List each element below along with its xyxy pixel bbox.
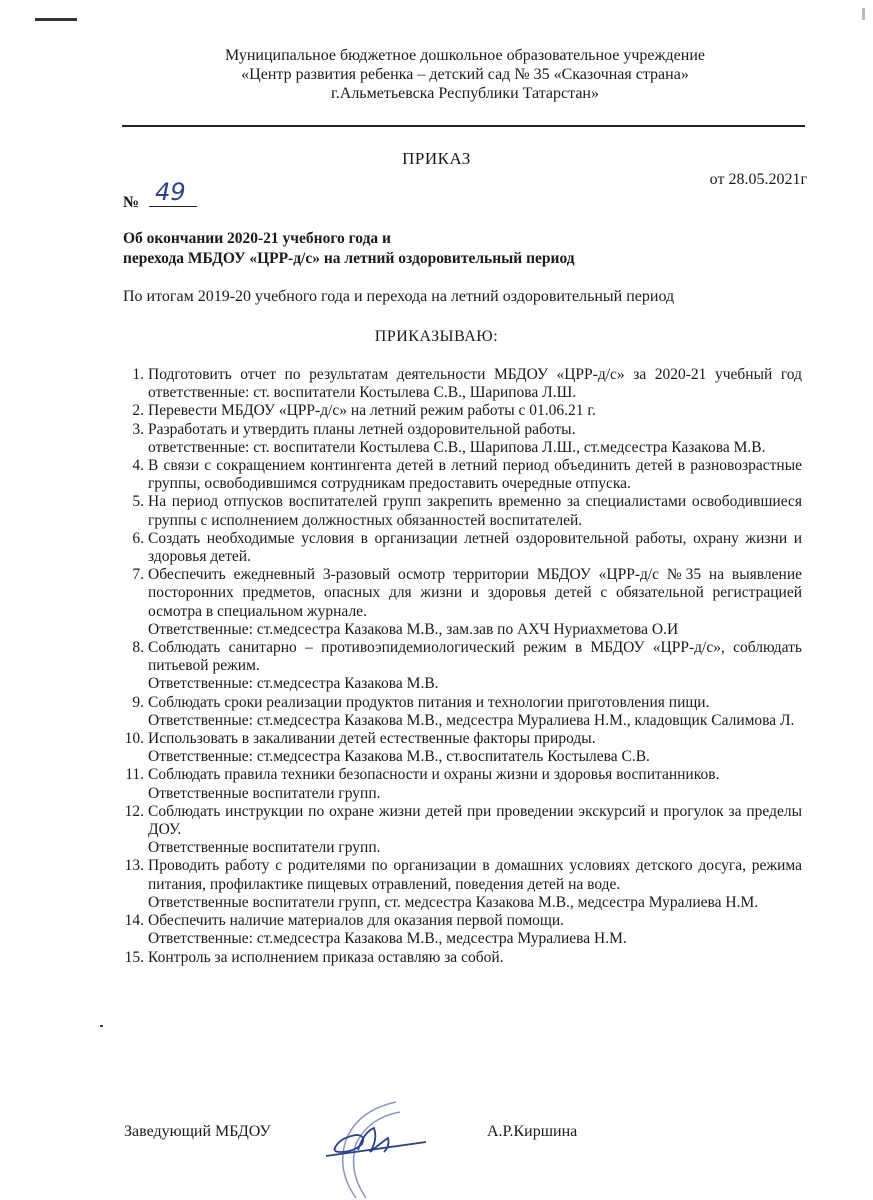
scan-mark — [862, 8, 865, 20]
item-text: Соблюдать сроки реализации продуктов питания и технологии приготовления пищи. — [148, 693, 710, 711]
item-number: 2. — [132, 402, 144, 420]
order-item — [118, 912, 802, 948]
item-number: 11. — [125, 766, 144, 784]
item-number: 6. — [132, 529, 144, 547]
item-responsible: Ответственные: ст.медсестра Казакова М.В. — [148, 675, 439, 693]
order-word: ПРИКАЗЫВАЮ: — [374, 328, 499, 345]
subject-line-2: перехода МБДОУ «ЦРР-д/с» на летний оздоровительный период — [123, 250, 575, 267]
item-responsible: Ответственные воспитатели групп, ст. медсестра Казакова М.В., медсестра Муралиева Н.М. — [148, 893, 759, 911]
ink-dot — [100, 1025, 103, 1027]
order-items-list — [118, 366, 802, 967]
item-text: Соблюдать санитарно – противоэпидемиологический режим в МБДОУ «ЦРР-д/с», соблюдать питьевой режим. — [148, 639, 802, 675]
number-label: № — [123, 194, 140, 211]
handwritten-number: 49 — [155, 178, 186, 206]
item-number: 4. — [132, 457, 144, 475]
item-text: Создать необходимые условия в организации летней оздоровительной работы, охрану жизни и здоровья детей. — [148, 529, 802, 566]
header-divider — [122, 125, 805, 127]
doc-title: ПРИКАЗ — [402, 149, 471, 168]
item-number: 9. — [132, 693, 144, 711]
number-field — [149, 178, 197, 207]
item-number: 3. — [132, 420, 144, 438]
org-header — [130, 46, 800, 103]
item-responsible: Ответственные: ст.медсестра Казакова М.В., медсестра Муралиева Н.М. — [148, 930, 627, 948]
item-responsible: Ответственные: ст.медсестра Казакова М.В., зам.зав по АХЧ Нуриахметова О.И — [148, 620, 679, 638]
item-number: 13. — [124, 857, 144, 875]
item-number: 14. — [124, 912, 144, 930]
org-header-line-2: «Центр развития ребенка – детский сад № 35 «Сказочная страна» — [241, 66, 689, 83]
item-responsible: Ответственные: ст.медсестра Казакова М.В., медсестра Муралиева Н.М., кладовщик Салимова Л. — [148, 711, 795, 729]
scan-mark — [35, 18, 77, 21]
item-text: На период отпусков воспитателей групп закрепить временно за специалистами освободившиеся группы с исполнением должностных обязанностей воспитателей. — [148, 493, 802, 529]
item-text: Использовать в закаливании детей естественные факторы природы. — [148, 730, 596, 748]
signature-stamp-icon — [296, 1080, 446, 1200]
item-text: Обеспечить наличие материалов для оказания первой помощи. — [148, 912, 564, 930]
org-header-line-3: г.Альметьевска Республики Татарстан» — [331, 85, 599, 102]
org-header-line-1: Муниципальное бюджетное дошкольное образовательное учреждение — [225, 47, 705, 64]
doc-date: от 28.05.2021г — [709, 171, 807, 188]
item-text: Соблюдать правила техники безопасности и охраны жизни и здоровья воспитанников. — [148, 766, 720, 784]
item-responsible: Ответственные: ст.медсестра Казакова М.В., ст.воспитатель Костылева С.В. — [148, 748, 650, 766]
item-responsible: Ответственные воспитатели групп. — [148, 839, 381, 857]
order-item — [118, 402, 802, 420]
doc-basis: По итогам 2019-20 учебного года и перехода на летний оздоровительный период — [123, 288, 675, 305]
item-text: Соблюдать инструкции по охране жизни детей при проведении экскурсий и прогулок за пределы ДОУ. — [148, 802, 802, 839]
item-text: Подготовить отчет по результатам деятельности МБДОУ «ЦРР-д/с» за 2020-21 учебный год ответственные: ст. воспитатели Костылева С.В., Шарипова Л.Ш. — [148, 366, 802, 402]
item-text: Проводить работу с родителями по организации в домашних условиях детского досуга, режима питания, профилактике пищевых отравлений, поведения детей на воде. — [148, 857, 802, 893]
order-item — [118, 766, 802, 802]
item-text: Перевести МБДОУ «ЦРР-д/с» на летний режим работы с 01.06.21 г. — [148, 402, 596, 420]
signer-position: Заведующий МБДОУ — [124, 1123, 271, 1140]
signer-name: А.Р.Киршина — [487, 1123, 578, 1140]
order-item — [118, 803, 802, 858]
order-item — [118, 530, 802, 566]
item-responsible: ответственные: ст. воспитатели Костылева С.В., Шарипова Л.Ш., ст.медсестра Казакова М.В. — [148, 438, 766, 456]
doc-number — [123, 178, 197, 212]
order-item — [118, 949, 802, 967]
order-item — [118, 421, 802, 457]
item-number: 7. — [132, 566, 144, 584]
order-item — [118, 457, 802, 493]
item-text: В связи с сокращением контингента детей в летний период объединить детей в разновозрастные группы, освободившимся сотрудникам предоставить очередные отпуска. — [148, 457, 802, 493]
order-item — [118, 857, 802, 912]
order-item — [118, 639, 802, 694]
order-item — [118, 566, 802, 639]
item-text: Обеспечить ежедневный 3-разовый осмотр территории МБДОУ «ЦРР-д/с №35 на выявление посторонних предметов, опасных для жизни и здоровья детей с обязательной регистрацией осмотра в специальном журнале. — [148, 566, 802, 620]
order-item — [118, 730, 802, 766]
item-number: 8. — [132, 639, 144, 657]
subject-line-1: Об окончании 2020-21 учебного года и — [123, 230, 391, 247]
item-number: 12. — [124, 802, 144, 820]
item-number: 1. — [132, 366, 144, 383]
item-number: 15. — [124, 948, 144, 966]
doc-subject — [123, 229, 575, 269]
item-text: Контроль за исполнением приказа оставляю за собой. — [148, 948, 504, 966]
order-item — [118, 694, 802, 730]
order-item — [118, 366, 802, 402]
item-number: 10. — [124, 730, 144, 748]
order-item — [118, 493, 802, 529]
item-number: 5. — [132, 493, 144, 511]
item-responsible: Ответственные воспитатели групп. — [148, 784, 381, 802]
item-text: Разработать и утвердить планы летней оздоровительной работы. — [148, 420, 576, 438]
